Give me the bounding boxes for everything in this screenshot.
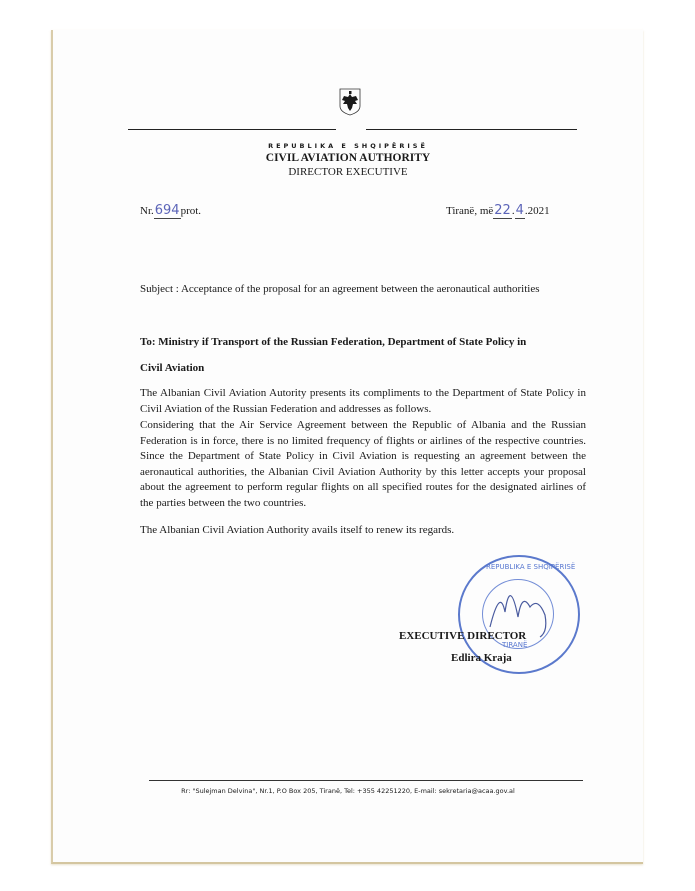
header-rule-right: [366, 129, 577, 130]
date-month: 4: [515, 203, 524, 218]
signatory-title: EXECUTIVE DIRECTOR: [399, 630, 527, 642]
subject-line: Subject : Acceptance of the proposal for an agreement between the aeronautical authorities: [140, 283, 540, 295]
department-name: DIRECTOR EXECUTIVE: [288, 166, 408, 178]
prot-label: prot.: [180, 205, 202, 217]
nr-value: 694: [154, 203, 180, 218]
albanian-eagle-emblem-icon: [339, 88, 361, 116]
signatory-name: Edlira Kraja: [451, 652, 512, 664]
stamp-city: TIRANË: [502, 641, 528, 649]
footer-address: Rr: "Sulejman Delvina", Nr.1, P.O Box 205, Tiranë, Tel: +355 42251220, E-mail: sekretaria@acaa.gov.al: [181, 787, 515, 795]
date-day: 22: [494, 203, 511, 218]
stamp-outer-text: REPUBLIKA E SHQIPËRISË: [486, 563, 576, 571]
body-paragraph: The Albanian Civil Aviation Authority avails itself to renew its regards.: [140, 524, 455, 536]
protocol-number: [140, 203, 201, 218]
header-rule-left: [128, 129, 336, 130]
letter-date: Tiranë, më22.4.2021: [446, 203, 550, 218]
recipient-line-2: Civil Aviation: [140, 362, 205, 374]
body-paragraph: Considering that the Air Service Agreement between the Republic of Albania and the Russian Federation is in force, there is no limited frequency of flights or airlines of the respective countries. Since the Department of State Policy in Civil Aviation is requesting an agreement between the aeronautical authorities, the Albanian Civil Aviation Authority by this letter accepts your proposal about the agreement to perform regular flights on all specified routes for the designated airlines of the parties between the two countries.: [140, 419, 586, 509]
city-label: Tiranë, më: [446, 205, 494, 217]
recipient-line-1: To: Ministry if Transport of the Russian Federation, Department of State Policy in: [140, 336, 527, 348]
republic-name: REPUBLIKA E SHQIPËRISË: [268, 142, 428, 150]
body-paragraph: The Albanian Civil Aviation Autority presents its compliments to the Department of State Policy in Civil Aviation of the Russian Federation and addresses as follows.: [140, 387, 586, 415]
letter-page: [51, 30, 643, 864]
footer-rule: [149, 780, 583, 781]
date-year: .2021: [524, 205, 550, 217]
authority-name: CIVIL AVIATION AUTHORITY: [265, 152, 431, 164]
nr-label: Nr.: [140, 205, 154, 217]
